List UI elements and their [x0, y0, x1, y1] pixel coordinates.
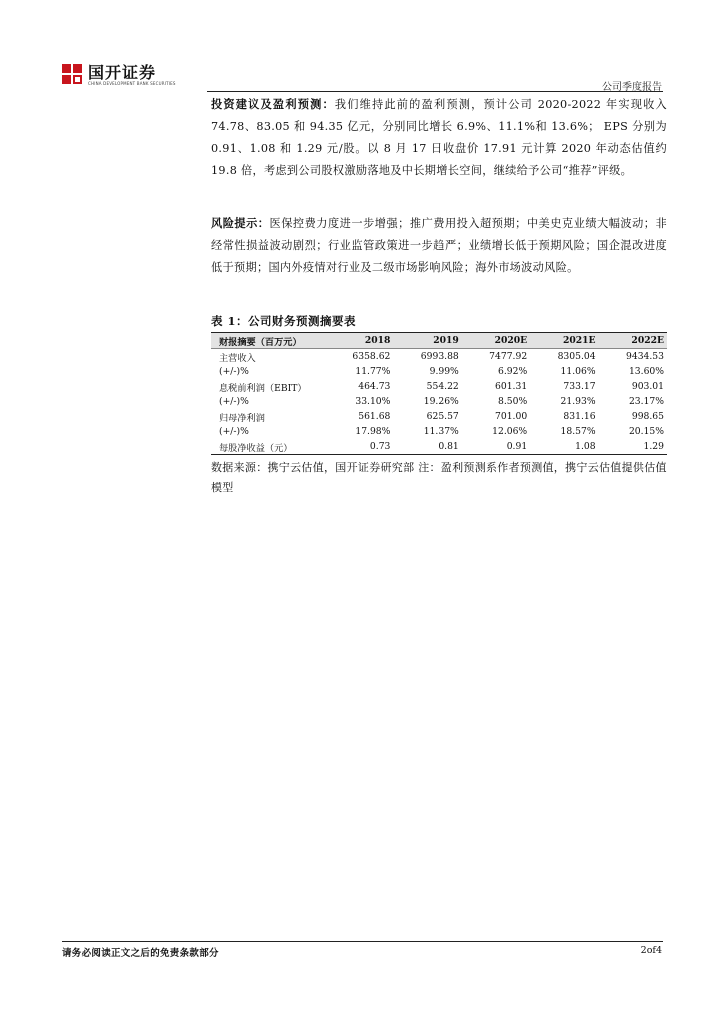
table-cell: 33.10% [355, 396, 391, 407]
table-cell: 20.15% [628, 426, 664, 437]
table-cell: 11.06% [560, 366, 596, 377]
table-row [211, 439, 667, 455]
table-cell: 8.50% [497, 396, 528, 407]
table-cell: 8305.04 [557, 351, 596, 362]
table-cell: 6.92% [497, 366, 528, 377]
risk-paragraph [211, 212, 667, 279]
table-cell: 0.91 [462, 439, 530, 455]
investment-paragraph [211, 93, 667, 182]
header-cell: 2020E [462, 333, 530, 349]
table-cell: 733.17 [563, 381, 596, 392]
table-cell: 17.98% [355, 426, 391, 437]
page-number: 2of4 [640, 945, 662, 956]
financial-forecast-table [211, 333, 667, 455]
table-cell: 11.37% [423, 426, 459, 437]
table-cell: 1.29 [599, 439, 667, 455]
table-cell: 19.26% [423, 396, 459, 407]
row-label: 每股净收益（元） [211, 439, 325, 455]
table-header-row [211, 333, 667, 349]
header-cell: 财报摘要（百万元） [211, 333, 325, 349]
table-cell: 1.08 [530, 439, 598, 455]
table-cell: 464.73 [358, 381, 391, 392]
table-cell: 903.01 [631, 381, 664, 392]
header-cell: 2018 [325, 333, 393, 349]
table-cell: 561.68 [358, 411, 391, 422]
table-row [211, 364, 667, 379]
table-cell: 18.57% [560, 426, 596, 437]
table-row [211, 349, 667, 365]
table-cell: 11.77% [355, 366, 391, 377]
table-cell: 23.17% [628, 396, 664, 407]
risk-text: 医保控费力度进一步增强；推广费用投入超预期；中美史克业绩大幅波动；非经常性损益波动剧烈；行业监管政策进一步趋严；业绩增长低于预期风险；国企混改进度低于预期；国内外疫情对行业及二级市场影响风险；海外市场波动风险。 [211, 217, 667, 274]
table-cell: 998.65 [631, 411, 664, 422]
table-cell: 6358.62 [352, 351, 391, 362]
row-label: 归母净利润 [219, 412, 265, 424]
table-cell: 9.99% [429, 366, 459, 377]
footer-disclaimer: 请务必阅读正文之后的免责条款部分 [62, 948, 219, 959]
table-cell: 9434.53 [626, 351, 664, 362]
table-cell: 625.57 [426, 411, 459, 422]
table-cell: 831.16 [563, 411, 596, 422]
table-cell: 701.00 [495, 411, 528, 422]
table-row [211, 424, 667, 439]
table-cell: 0.73 [325, 439, 393, 455]
risk-label: 风险提示： [211, 216, 270, 230]
table-row [211, 379, 667, 394]
table-cell: 7477.92 [489, 351, 528, 362]
header-cell: 2019 [393, 333, 461, 349]
table-cell: 0.81 [393, 439, 461, 455]
table-row [211, 394, 667, 409]
header-divider [207, 91, 663, 92]
report-type: 公司季度报告 [602, 82, 662, 93]
table-cell: 6993.88 [420, 351, 459, 362]
table-title: 表 1：公司财务预测摘要表 [211, 314, 357, 328]
investment-text: 我们维持此前的盈利预测，预计公司 2020-2022 年实现收入 74.78、83.05 和 94.35 亿元，分别同比增长 6.9%、11.1%和 13.6%； EPS 分别为 0.91、1.08 和 1.29 元/股。以 8 月 17 日收盘价 17.91 元计算 2020 年动态估值约 19.8 倍，考虑到公司股权激励落地及中长期增长空间，继续给予公司“推荐”评级。 [211, 98, 667, 177]
logo-mark-icon [62, 64, 82, 84]
table-cell: 554.22 [426, 381, 459, 392]
table-cell: 21.93% [560, 396, 596, 407]
row-label: (+/-)% [219, 396, 249, 407]
row-label: (+/-)% [219, 426, 249, 437]
row-label: 息税前利润（EBIT） [219, 382, 307, 394]
header-cell: 2021E [530, 333, 598, 349]
logo-subtext: CHINA DEVELOPMENT BANK SECURITIES [88, 81, 176, 86]
header-cell: 2022E [599, 333, 667, 349]
table-row [211, 409, 667, 424]
footer-divider [62, 941, 663, 942]
table-cell: 13.60% [628, 366, 664, 377]
data-source-note: 数据来源：携宁云估值，国开证券研究部 注：盈利预测系作者预测值，携宁云估值提供估值模型 [211, 461, 667, 494]
company-logo [62, 64, 176, 87]
table-cell: 601.31 [495, 381, 528, 392]
investment-label: 投资建议及盈利预测： [211, 97, 335, 111]
row-label: (+/-)% [219, 366, 249, 377]
table-cell: 12.06% [492, 426, 528, 437]
row-label: 主营收入 [219, 352, 256, 364]
logo-name: 国开证券 [88, 63, 157, 82]
